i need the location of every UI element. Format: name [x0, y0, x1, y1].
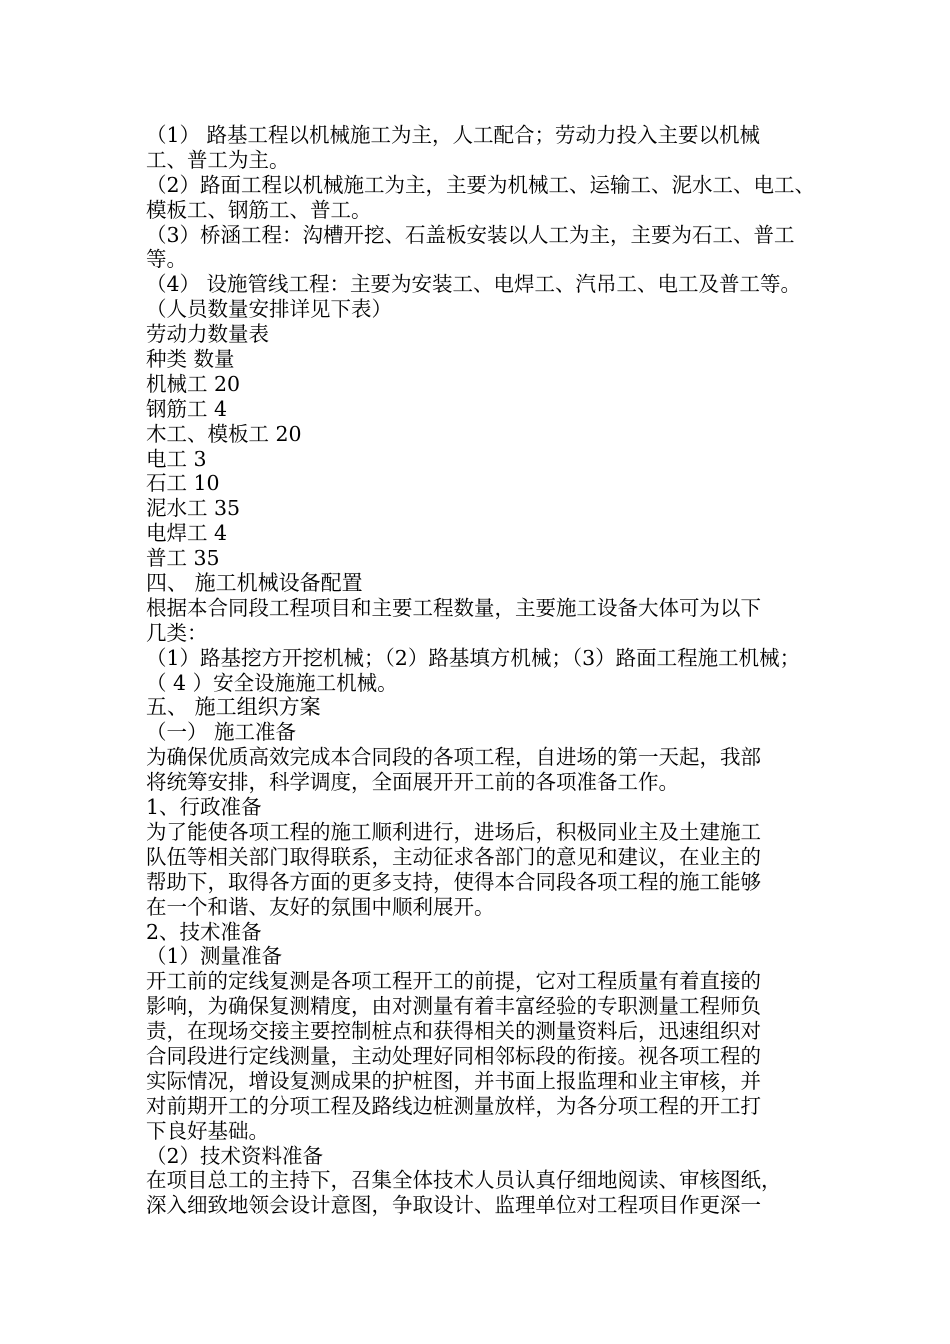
text-line: （人员数量安排详见下表）: [146, 297, 392, 322]
table-row: 电工 3: [146, 446, 207, 471]
table-header: 种类 数量: [146, 347, 235, 372]
text-line: 几类：: [146, 620, 208, 645]
text-line: 为确保优质高效完成本合同段的各项工程，自进场的第一天起，我部: [146, 745, 761, 770]
section-heading: 五、 施工组织方案: [146, 695, 321, 720]
text-line: 影响，为确保复测精度，由对测量有着丰富经验的专职测量工程师负: [146, 994, 761, 1019]
table-row: 泥水工 35: [146, 496, 241, 521]
text-line: 对前期开工的分项工程及路线边桩测量放样，为各分项工程的开工打: [146, 1093, 761, 1118]
text-line: 深入细致地领会设计意图，争取设计、监理单位对工程项目作更深一: [146, 1193, 761, 1218]
text-line: 队伍等相关部门取得联系，主动征求各部门的意见和建议，在业主的: [146, 844, 761, 869]
table-row: 机械工 20: [146, 371, 241, 396]
table-row: 石工 10: [146, 471, 220, 496]
text-line: 实际情况，增设复测成果的护桩图，并书面上报监理和业主审核，并: [146, 1068, 761, 1093]
text-line: 等。: [146, 247, 187, 272]
table-title: 劳动力数量表: [146, 322, 269, 347]
table-row: 普工 35: [146, 546, 220, 571]
subsection-heading: （1）测量准备: [146, 944, 283, 969]
subsection-heading: 2、技术准备: [146, 919, 262, 944]
subsection-heading: （一） 施工准备: [146, 720, 297, 745]
text-line: （1） 路基工程以机械施工为主，人工配合；劳动力投入主要以机械: [146, 123, 761, 147]
text-line: 工、普工为主。: [146, 147, 290, 172]
text-line: 在项目总工的主持下，召集全体技术人员认真仔细地阅读、审核图纸，: [146, 1168, 782, 1193]
text-line: 开工前的定线复测是各项工程开工的前提，它对工程质量有着直接的: [146, 969, 761, 994]
subsection-heading: （2）技术资料准备: [146, 1143, 324, 1168]
text-line: 责，在现场交接主要控制桩点和获得相关的测量资料后，迅速组织对: [146, 1019, 761, 1044]
text-line: 将统筹安排，科学调度，全面展开开工前的各项准备工作。: [146, 770, 679, 795]
text-line: 根据本合同段工程项目和主要工程数量，主要施工设备大体可为以下: [146, 595, 761, 620]
text-line: （4） 设施管线工程：主要为安装工、电焊工、汽吊工、电工及普工等。: [146, 272, 802, 297]
text-line: 下良好基础。: [146, 1118, 269, 1143]
text-line: 模板工、钢筋工、普工。: [146, 197, 372, 222]
text-line: 帮助下，取得各方面的更多支持，使得本合同段各项工程的施工能够: [146, 869, 761, 894]
table-row: 木工、模板工 20: [146, 421, 302, 446]
text-line: （1）路基挖方开挖机械；（2）路基填方机械；（3）路面工程施工机械；: [146, 645, 801, 670]
text-line: 在一个和谐、友好的氛围中顺利展开。: [146, 894, 495, 919]
table-row: 钢筋工 4: [146, 396, 228, 421]
text-line: （ 4 ）安全设施施工机械。: [146, 670, 398, 695]
text-line: 为了能使各项工程的施工顺利进行，进场后，积极同业主及土建施工: [146, 819, 761, 844]
table-row: 电焊工 4: [146, 521, 228, 546]
text-line: （3）桥涵工程：沟槽开挖、石盖板安装以人工为主，主要为石工、普工: [146, 222, 795, 247]
section-heading: 四、 施工机械设备配置: [146, 571, 363, 596]
text-line: 合同段进行定线测量，主动处理好同相邻标段的衔接。视各项工程的: [146, 1043, 761, 1068]
text-line: （2）路面工程以机械施工为主，主要为机械工、运输工、泥水工、电工、: [146, 172, 816, 197]
subsection-heading: 1、行政准备: [146, 795, 262, 820]
document-body: [146, 123, 826, 1218]
